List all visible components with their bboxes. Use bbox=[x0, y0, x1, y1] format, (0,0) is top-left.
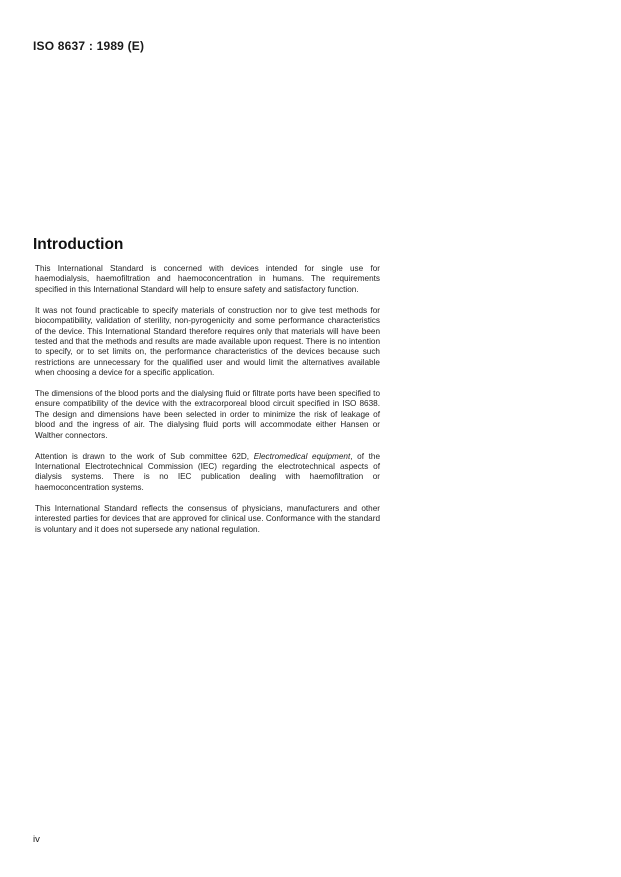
document-header: ISO 8637 : 1989 (E) bbox=[33, 39, 145, 53]
paragraph-consensus: This International Standard reflects the consensus of physicians, manufacturers and other interested parties for devices that are approved for clinical use. Conformance with the standard is voluntary and it does not supersede any national regulation. bbox=[35, 503, 380, 534]
paragraph-iec-italic: Electromedical equipment bbox=[253, 451, 351, 461]
section-body bbox=[35, 264, 380, 545]
paragraph-iec bbox=[35, 452, 380, 494]
paragraph-iec-text-before: Attention is drawn to the work of Sub committee 62D, bbox=[35, 451, 254, 461]
page-number: iv bbox=[33, 834, 40, 845]
section-title: Introduction bbox=[33, 236, 124, 253]
paragraph-materials: It was not found practicable to specify materials of construction nor to give test methods for biocompatibility, validation of sterility, non-pyrogenicity and some performance characteristics of the device. This International Standard therefore requires only that materials will have been tested and that the methods and results are made available upon request. There is no intention to specify, or to set limits on, the performance characteristics of the devices because such restrictions are unnecessary for the qualified user and would limit the alternatives available when choosing a device for a specific application. bbox=[35, 305, 380, 378]
paragraph-iec-text-after: , of the International Electrotechnical Commission (IEC) regarding the electrotechnical aspects of dialysis systems. There is no IEC publication dealing with haemofiltration or haemoconcentration systems. bbox=[35, 451, 380, 492]
paragraph-dimensions: The dimensions of the blood ports and the dialysing fluid or filtrate ports have been specified to ensure compatibility of the device with the extracorporeal blood circuit specified in ISO 8638. The design and dimensions have been selected in order to minimize the risk of leakage of blood and the ingress of air. The dialysing fluid ports will accommodate either Hansen or Walther connectors. bbox=[35, 389, 380, 440]
paragraph-scope: This International Standard is concerned with devices intended for single use for haemodialysis, haemofiltration and haemoconcentration in humans. The requirements specified in this International Standard will help to ensure safety and satisfactory function. bbox=[35, 264, 380, 294]
